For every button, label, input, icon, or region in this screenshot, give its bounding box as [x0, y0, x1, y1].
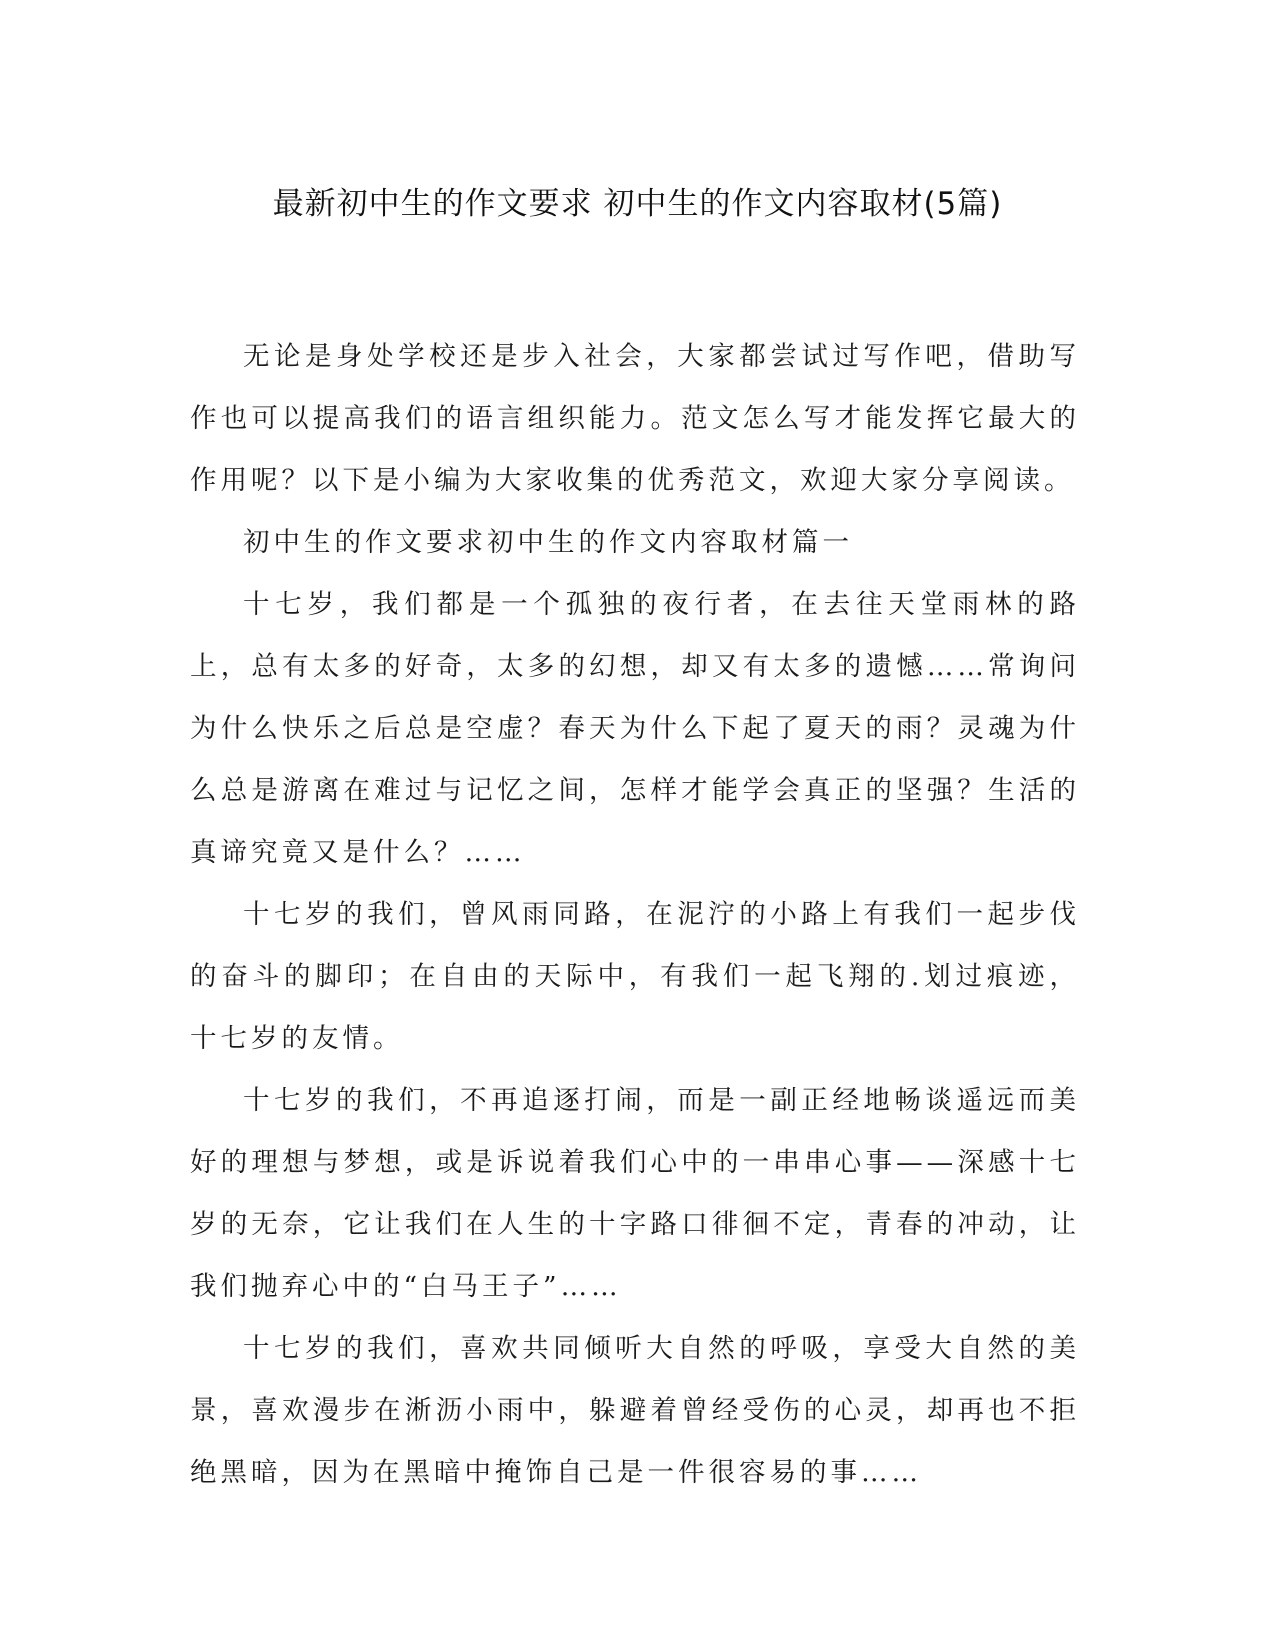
intro-paragraph: 无论是身处学校还是步入社会，大家都尝试过写作吧，借助写作也可以提高我们的语言组织能力。范文怎么写才能发挥它最大的作用呢？以下是小编为大家收集的优秀范文，欢迎大家分享阅读。 [190, 341, 1080, 496]
section-heading: 初中生的作文要求初中生的作文内容取材篇一 [243, 527, 853, 558]
body-paragraph: 十七岁的我们，不再追逐打闹，而是一副正经地畅谈遥远而美好的理想与梦想，或是诉说着我们心中的一串串心事——深感十七岁的无奈，它让我们在人生的十字路口徘徊不定，青春的冲动，让我们抛弃心中的“白马王子”…… [190, 1085, 1080, 1302]
body-paragraph: 十七岁的我们，喜欢共同倾听大自然的呼吸，享受大自然的美景，喜欢漫步在淅沥小雨中，躲避着曾经受伤的心灵，却再也不拒绝黑暗，因为在黑暗中掩饰自己是一件很容易的事…… [190, 1333, 1080, 1488]
body-paragraph: 十七岁，我们都是一个孤独的夜行者，在去往天堂雨林的路上，总有太多的好奇，太多的幻想，却又有太多的遗憾……常询问为什么快乐之后总是空虚？春天为什么下起了夏天的雨？灵魂为什么总是游离在难过与记忆之间，怎样才能学会真正的坚强？生活的真谛究竟又是什么？…… [190, 589, 1080, 868]
body-paragraph: 十七岁的我们，曾风雨同路，在泥泞的小路上有我们一起步伐的奋斗的脚印；在自由的天际中，有我们一起飞翔的.划过痕迹，十七岁的友情。 [190, 899, 1080, 1054]
document-body [190, 326, 1080, 1504]
document-title: 最新初中生的作文要求 初中生的作文内容取材(5篇) [272, 186, 1003, 222]
